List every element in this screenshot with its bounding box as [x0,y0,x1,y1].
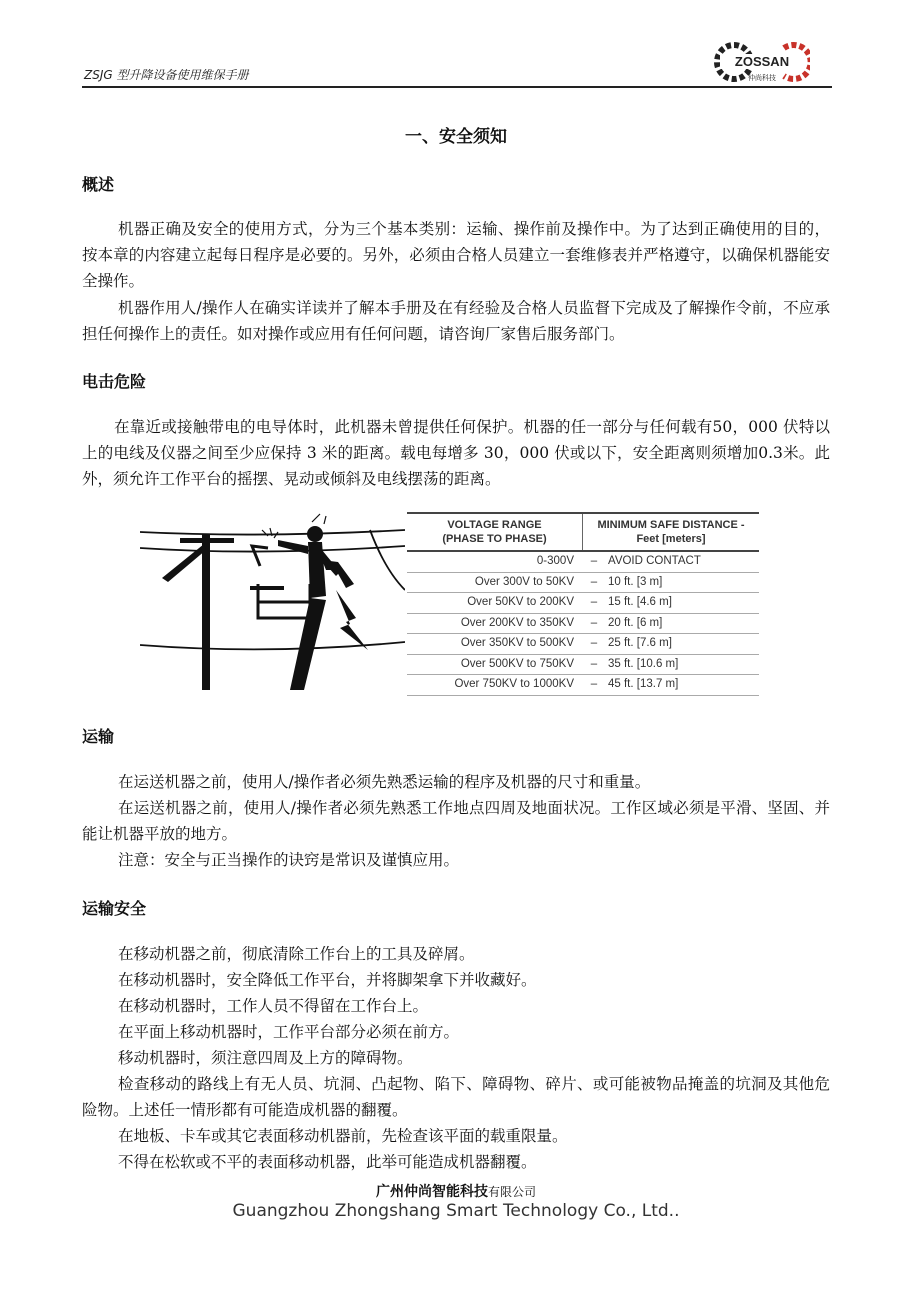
transport-safety-item: 在平面上移动机器时，工作平台部分必须在前方。 [118,1023,460,1041]
header-min-safe-distance: MINIMUM SAFE DISTANCE - Feet [meters] [597,519,745,545]
footer-company-en: Guangzhou Zhongshang Smart Technology Co., Ltd.. [232,1201,680,1221]
footer-company-cn: 广州仲尚智能科技有限公司 [375,1184,536,1200]
transport-safety-item: 在移动机器之前，彻底清除工作台上的工具及碎屑。 [118,945,475,963]
header-voltage-range: VOLTAGE RANGE (PHASE TO PHASE) [407,514,583,550]
heading-electric-hazard: 电击危险 [82,372,147,391]
company-logo [714,40,810,84]
table-row: Over 750KV to 1000KV – 45 ft. [13.7 m] [407,675,759,696]
overview-paragraph-2: 机器作用人/操作人在确实详读并了解本手册及在有经验及合格人员监督下完成及了解操作令前，不应承担任何操作上的责任。如对操作或应用有任何问题，请咨询厂家售后服务部门。 [82,299,830,343]
transport-paragraph-1: 在运送机器之前，使用人/操作者必须先熟悉运输的程序及机器的尺寸和重量。 [118,773,651,791]
table-header [407,512,759,552]
transport-safety-item: 在移动机器时，工作人员不得留在工作台上。 [118,997,429,1015]
table-row: Over 300V to 50KV – 10 ft. [3 m] [407,573,759,594]
voltage-safe-distance-table [407,512,759,696]
heading-overview: 概述 [82,175,115,194]
overview-paragraph-1: 机器正确及安全的使用方式，分为三个基本类别：运输、操作前及操作中。为了达到正确使用的目的，按本章的内容建立起每日程序是必要的。另外，必须由合格人员建立一套维修表并严格遵守，以确保机器能安全操作。 [82,220,830,290]
page-title: 一、安全须知 [405,127,507,147]
svg-text:仲尚科技: 仲尚科技 [748,74,776,82]
header-divider [82,86,832,88]
transport-note: 注意：安全与正当操作的诀窍是常识及谨慎应用。 [118,851,460,869]
table-row: Over 350KV to 500KV – 25 ft. [7.6 m] [407,634,759,655]
table-row: Over 200KV to 350KV – 20 ft. [6 m] [407,614,759,635]
transport-safety-item: 移动机器时，须注意四周及上方的障碍物。 [118,1049,413,1067]
header-title: ZSJG 型升降设备使用维保手册 [84,68,249,82]
transport-safety-item: 在地板、卡车或其它表面移动机器前，先检查该平面的载重限量。 [118,1127,568,1145]
electric-paragraph: 在靠近或接触带电的电导体时，此机器未曾提供任何保护。机器的任一部分与任何载有50，000 伏特以上的电线及仪器之间至少应保持 3 米的距离。载电每增多 30，000 伏或以下，安全距离则须增加0.3米。此外，须允许工作平台的摇摆、晃动或倾斜及电线摆荡的距离。 [82,418,830,488]
table-row: Over 500KV to 750KV – 35 ft. [10.6 m] [407,655,759,676]
transport-safety-item: 不得在松软或不平的表面移动机器，此举可能造成机器翻覆。 [118,1153,537,1171]
transport-safety-paragraph: 检查移动的路线上有无人员、坑洞、凸起物、陷下、障碍物、碎片、或可能被物品掩盖的坑洞及其他危险物。上述任一情形都有可能造成机器的翻覆。 [82,1075,830,1119]
electric-hazard-illustration [140,510,405,690]
transport-paragraph-2: 在运送机器之前，使用人/操作者必须先熟悉工作地点四周及地面状况。工作区域必须是平滑、坚固、并能让机器平放的地方。 [82,799,830,843]
heading-transport-safety: 运输安全 [82,899,147,918]
table-row: Over 50KV to 200KV – 15 ft. [4.6 m] [407,593,759,614]
svg-text:ZOSSAN: ZOSSAN [734,54,790,69]
heading-transport: 运输 [82,727,115,746]
table-row: 0-300V – AVOID CONTACT [407,552,759,573]
transport-safety-item: 在移动机器时，安全降低工作平台，并将脚架拿下并收藏好。 [118,971,537,989]
